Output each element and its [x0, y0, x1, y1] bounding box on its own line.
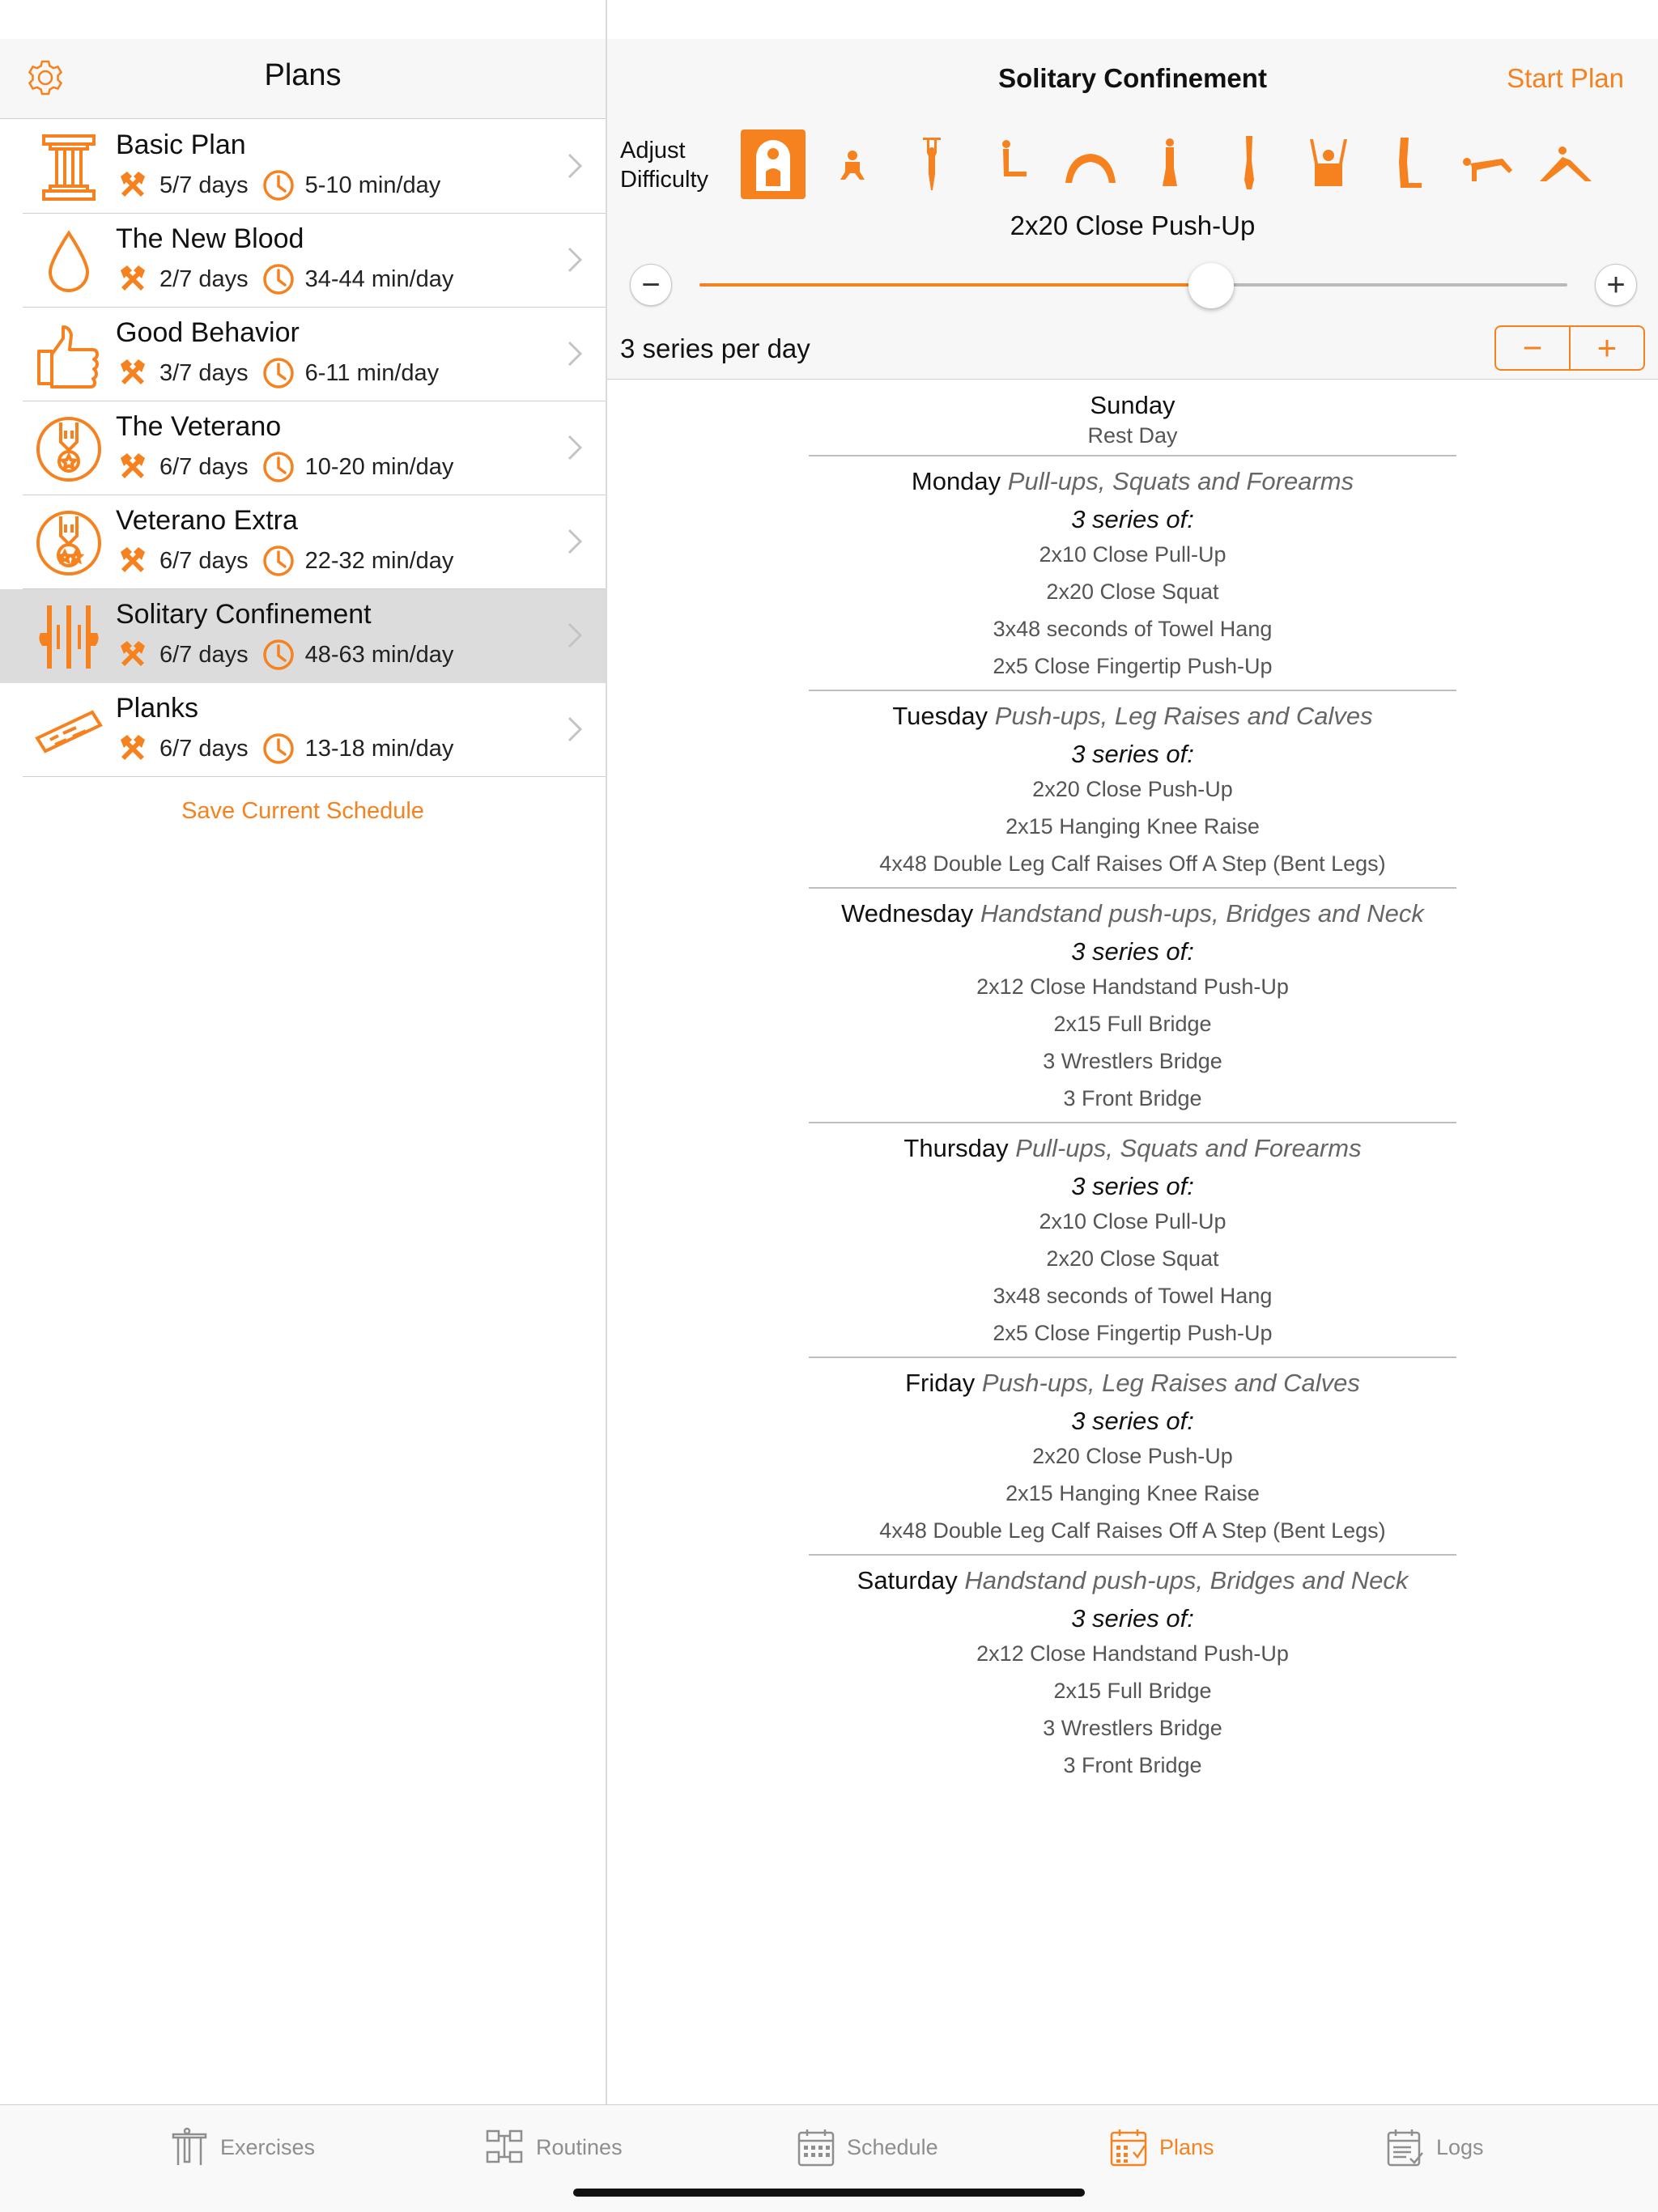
plan-row[interactable]: [0, 120, 606, 214]
calf-figure-icon[interactable]: [1368, 129, 1448, 199]
clock-icon: [261, 732, 295, 766]
schedule-day: [809, 380, 1456, 456]
day-focus: Pull-ups, Squats and Forearms: [1007, 467, 1354, 495]
series-stepper[interactable]: [1494, 325, 1645, 371]
plan-row[interactable]: [0, 214, 606, 308]
weekly-schedule: [607, 380, 1658, 1789]
start-plan-button[interactable]: Start Plan: [1507, 63, 1624, 93]
exercise-item: 3 Front Bridge: [1063, 1753, 1202, 1777]
hang-figure-icon[interactable]: [892, 129, 971, 199]
plan-duration: 13-18 min/day: [304, 735, 454, 762]
difficulty-slider[interactable]: [630, 259, 1637, 311]
schedule-icon: [797, 2126, 835, 2168]
exercise-item: 2x12 Close Handstand Push-Up: [976, 1641, 1289, 1666]
exercise-item: 2x10 Close Pull-Up: [1039, 542, 1226, 567]
exercise-item: 2x20 Close Push-Up: [1032, 777, 1233, 801]
hammers-icon: [116, 544, 150, 578]
clock-icon: [261, 356, 295, 390]
plank-icon: [32, 694, 105, 767]
slider-decrease-button[interactable]: −: [630, 264, 672, 306]
day-focus: Pull-ups, Squats and Forearms: [1015, 1134, 1362, 1162]
plans-panel: [0, 0, 607, 2104]
exercise-item: 2x12 Close Handstand Push-Up: [976, 974, 1289, 999]
day-name: Friday: [905, 1369, 976, 1397]
plan-name: Good Behavior: [116, 317, 300, 348]
hammers-icon: [116, 168, 150, 202]
schedule-day: [809, 1123, 1456, 1358]
bridge-figure-icon[interactable]: [1051, 129, 1130, 199]
pushup-figure-icon[interactable]: [1448, 129, 1527, 199]
exercise-item: 2x20 Close Push-Up: [1032, 1444, 1233, 1468]
plan-row[interactable]: [0, 401, 606, 495]
plan-duration: 22-32 min/day: [304, 547, 454, 574]
chevron-right-icon: [567, 246, 583, 274]
plan-name: Basic Plan: [116, 129, 246, 160]
handstand-figure-icon[interactable]: [1209, 129, 1289, 199]
day-focus: Handstand push-ups, Bridges and Neck: [980, 899, 1424, 928]
day-heading: [809, 380, 1456, 421]
chevron-right-icon: [567, 715, 583, 743]
plans-icon: [1109, 2126, 1148, 2168]
exercise-item: 3 Wrestlers Bridge: [1043, 1049, 1222, 1073]
plan-meta: [116, 732, 453, 766]
exercise-item: 4x48 Double Leg Calf Raises Off A Step (Bent Legs): [879, 1518, 1386, 1543]
plan-duration: 5-10 min/day: [304, 172, 441, 198]
plan-row[interactable]: [0, 683, 606, 777]
tab-label: Logs: [1436, 2134, 1484, 2159]
chevron-right-icon: [567, 528, 583, 555]
series-decrement-button[interactable]: −: [1522, 329, 1543, 367]
series-label: 3 series of:: [1071, 1604, 1194, 1632]
plan-list: [0, 120, 606, 777]
leg-raise-figure-icon[interactable]: [971, 129, 1051, 199]
medal-icon: [32, 413, 105, 486]
series-label: 3 series of:: [1071, 505, 1194, 533]
adjust-label-line2: Difficulty: [620, 167, 709, 193]
clock-icon: [261, 638, 295, 672]
standing-figure-icon[interactable]: [1130, 129, 1209, 199]
clock-icon: [261, 544, 295, 578]
plan-days: 6/7 days: [159, 735, 249, 762]
day-heading: [809, 1358, 1456, 1399]
exercise-item: 3x48 seconds of Towel Hang: [993, 617, 1273, 641]
prison-bars-icon: [32, 601, 105, 673]
hammers-icon: [116, 638, 150, 672]
series-label: 3 series of:: [1071, 937, 1194, 966]
save-schedule-button[interactable]: Save Current Schedule: [181, 798, 424, 824]
squat-figure-icon[interactable]: [813, 129, 892, 199]
drop-icon: [32, 225, 105, 298]
day-heading: [809, 1556, 1456, 1596]
plan-days: 6/7 days: [159, 547, 249, 574]
hammers-icon: [116, 732, 150, 766]
plan-meta: [116, 168, 440, 202]
plan-row[interactable]: [0, 308, 606, 401]
plan-meta: [116, 450, 453, 484]
tab-label: Schedule: [847, 2134, 938, 2159]
exercises-icon: [170, 2126, 209, 2168]
exercise-item: 2x10 Close Pull-Up: [1039, 1209, 1226, 1233]
series-label: 3 series of:: [1071, 1407, 1194, 1435]
plan-row[interactable]: [0, 589, 606, 683]
chevron-right-icon: [567, 622, 583, 649]
tab-label: Exercises: [220, 2134, 316, 2159]
plan-days: 2/7 days: [159, 265, 249, 292]
plan-name: Veterano Extra: [116, 505, 298, 536]
day-name: Thursday: [903, 1134, 1009, 1162]
plan-name: The Veterano: [116, 411, 282, 442]
tab-schedule[interactable]: [797, 2126, 938, 2168]
pike-figure-icon[interactable]: [1527, 129, 1606, 199]
schedule-day: [809, 889, 1456, 1123]
chevron-right-icon: [567, 434, 583, 461]
tab-routines[interactable]: [486, 2126, 623, 2168]
exercise-item: 2x20 Close Squat: [1046, 580, 1219, 604]
plan-name: Planks: [116, 693, 199, 724]
hammers-icon: [116, 450, 150, 484]
series-label: 3 series of:: [1071, 1172, 1194, 1200]
plan-name: The New Blood: [116, 223, 304, 254]
slider-track[interactable]: [699, 283, 1567, 287]
tab-label: Routines: [536, 2134, 623, 2159]
clock-icon: [261, 262, 295, 296]
exercise-item: 2x15 Hanging Knee Raise: [1005, 1481, 1260, 1505]
exercise-item: 3 Front Bridge: [1063, 1086, 1202, 1110]
exercise-item: 2x15 Full Bridge: [1053, 1012, 1212, 1036]
day-focus: Push-ups, Leg Raises and Calves: [981, 1369, 1360, 1397]
plan-name: Solitary Confinement: [116, 599, 372, 630]
plan-title: Solitary Confinement: [998, 63, 1267, 93]
slider-fill: [699, 283, 1211, 287]
slider-thumb[interactable]: [1188, 263, 1234, 308]
day-heading: [809, 889, 1456, 929]
schedule-day: [809, 456, 1456, 691]
exercise-item: 2x5 Close Fingertip Push-Up: [993, 1321, 1273, 1345]
page-title: Plans: [264, 58, 342, 92]
schedule-day: [809, 691, 1456, 889]
rest-day-label: Rest Day: [1087, 423, 1178, 448]
chevron-right-icon: [567, 340, 583, 367]
day-name: Monday: [911, 467, 1001, 495]
plan-detail-header: [607, 39, 1658, 380]
day-heading: [809, 691, 1456, 732]
chevron-right-icon: [567, 152, 583, 180]
plan-duration: 10-20 min/day: [304, 453, 454, 480]
day-name: Wednesday: [841, 899, 974, 928]
clock-icon: [261, 450, 295, 484]
pullup-figure-icon[interactable]: [1289, 129, 1368, 199]
medal-stars-icon: [32, 507, 105, 580]
tab-label: Plans: [1159, 2134, 1214, 2159]
plan-meta: [116, 356, 439, 390]
plan-meta: [116, 262, 453, 296]
series-label: 3 series of:: [1071, 740, 1194, 768]
plan-days: 6/7 days: [159, 453, 249, 480]
all-icon[interactable]: [741, 129, 806, 199]
home-indicator: [573, 2189, 1085, 2197]
schedule-day: [809, 1556, 1456, 1789]
plan-detail-panel: [607, 0, 1658, 2104]
plans-header: [0, 39, 606, 119]
day-name: Tuesday: [892, 702, 988, 730]
adjust-difficulty-label: [620, 136, 708, 194]
series-increment-button[interactable]: +: [1569, 327, 1643, 369]
day-focus: Handstand push-ups, Bridges and Neck: [964, 1566, 1409, 1594]
plan-duration: 34-44 min/day: [304, 265, 454, 292]
difficulty-figures: [733, 129, 1606, 199]
tab-plans[interactable]: [1109, 2126, 1214, 2168]
clock-icon: [261, 168, 295, 202]
series-per-day-label: 3 series per day: [620, 333, 810, 363]
hammers-icon: [116, 356, 150, 390]
exercise-item: 2x5 Close Fingertip Push-Up: [993, 654, 1273, 678]
exercise-item: 2x20 Close Squat: [1046, 1246, 1219, 1271]
slider-increase-button[interactable]: +: [1595, 264, 1637, 306]
plan-meta: [116, 544, 453, 578]
exercise-item: 4x48 Double Leg Calf Raises Off A Step (Bent Legs): [879, 851, 1386, 876]
day-name: Sunday: [1090, 391, 1175, 419]
plan-days: 3/7 days: [159, 359, 249, 386]
day-heading: [809, 456, 1456, 497]
logs-icon: [1386, 2126, 1425, 2168]
day-focus: Push-ups, Leg Raises and Calves: [994, 702, 1373, 730]
day-name: Saturday: [857, 1566, 958, 1594]
plan-duration: 48-63 min/day: [304, 641, 454, 668]
schedule-day: [809, 1358, 1456, 1556]
pillar-icon: [32, 131, 105, 204]
tab-logs[interactable]: [1386, 2126, 1484, 2168]
tab-exercises[interactable]: [170, 2126, 315, 2168]
day-heading: [809, 1123, 1456, 1164]
thumbs-up-icon: [32, 319, 105, 392]
exercise-item: 3x48 seconds of Towel Hang: [993, 1284, 1273, 1308]
plan-meta: [116, 638, 453, 672]
exercise-item: 3 Wrestlers Bridge: [1043, 1716, 1222, 1740]
plan-duration: 6-11 min/day: [304, 359, 440, 386]
routines-icon: [486, 2126, 525, 2168]
plan-row[interactable]: [0, 495, 606, 589]
hammers-icon: [116, 262, 150, 296]
selected-exercise-name: 2x20 Close Push-Up: [1010, 210, 1256, 240]
exercise-item: 2x15 Full Bridge: [1053, 1679, 1212, 1703]
plan-days: 6/7 days: [159, 641, 249, 668]
plan-days: 5/7 days: [159, 172, 249, 198]
row-divider: [23, 776, 606, 777]
adjust-label-line1: Adjust: [620, 138, 686, 163]
exercise-item: 2x15 Hanging Knee Raise: [1005, 814, 1260, 839]
